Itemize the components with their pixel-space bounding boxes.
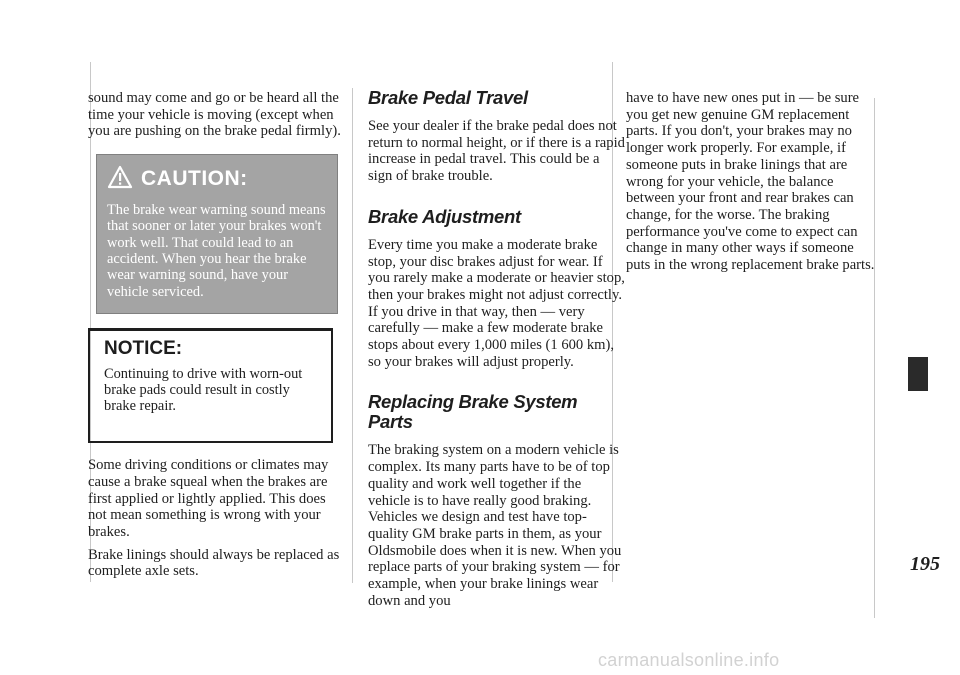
section-heading-replacing-parts: Replacing Brake System Parts — [368, 391, 578, 433]
caution-title: CAUTION: — [141, 167, 248, 191]
warning-triangle-icon — [107, 165, 133, 194]
column-right — [626, 90, 878, 280]
section-text-pedal-travel: See your dealer if the brake pedal does not return to normal height, or if there is a rapid increase in pedal travel. This could be a sign of brake trouble. — [368, 118, 625, 185]
section-text-replacing-parts: The braking system on a modern vehicle is complex. Its many parts have to be of top quality and work well together if the vehicle is to have really good braking. Vehicles we design and test have top-quality GM brake parts in them, as your Oldsmobile does when it is new. When you replace parts of your braking system — for example, when your brake linings wear down and you — [368, 442, 622, 609]
continued-paragraph: have to have new ones put in — be sure you get new genuine GM replacement parts. If you don't, your brakes may no longer work properly. For example, if someone puts in brake linings that are wrong for your vehicle, the balance between your front and rear brakes can change, for the worse. The braking performance you've come to expect can change in many other ways if someone puts in the wrong replacement brake parts. — [626, 90, 875, 274]
caution-header — [97, 155, 337, 194]
notice-box — [88, 328, 333, 443]
section-heading-pedal-travel: Brake Pedal Travel — [368, 87, 528, 108]
column-left — [88, 90, 346, 586]
notice-text: Continuing to drive with worn-out brake pads could result in costly brake repair. — [104, 365, 303, 415]
watermark: carmanualsonline.info — [598, 650, 780, 670]
notice-title: NOTICE: — [104, 338, 183, 360]
linings-paragraph: Brake linings should always be replaced as complete axle sets. — [88, 546, 340, 580]
section-heading-adjustment: Brake Adjustment — [368, 205, 521, 227]
caution-text: The brake wear warning sound means that sooner or later your brakes won't work well. That could lead to an accident. When you hear the brake wear warning sound, have your vehicle serviced. — [107, 201, 326, 300]
page-number: 195 — [910, 553, 940, 575]
section-tab-marker — [908, 357, 928, 391]
squeal-paragraph: Some driving conditions or climates may cause a brake squeal when the brakes are first applied or lightly applied. This does not mean something is wrong with your brakes. — [88, 457, 329, 540]
column-middle — [368, 88, 626, 615]
column-divider-mid — [352, 88, 353, 583]
intro-paragraph: sound may come and go or be heard all the time your vehicle is moving (except when you are pushing on the brake pedal firmly). — [88, 90, 341, 140]
caution-box — [96, 154, 338, 314]
section-text-adjustment: Every time you make a moderate brake stop, your disc brakes adjust for wear. If you rarely make a moderate or heavier stop, then your brakes might not adjust correctly. If you drive in that way, then — very carefully — make a few moderate brake stops about every 1,000 miles (1 600 km), so your brakes will adjust properly. — [368, 236, 625, 370]
